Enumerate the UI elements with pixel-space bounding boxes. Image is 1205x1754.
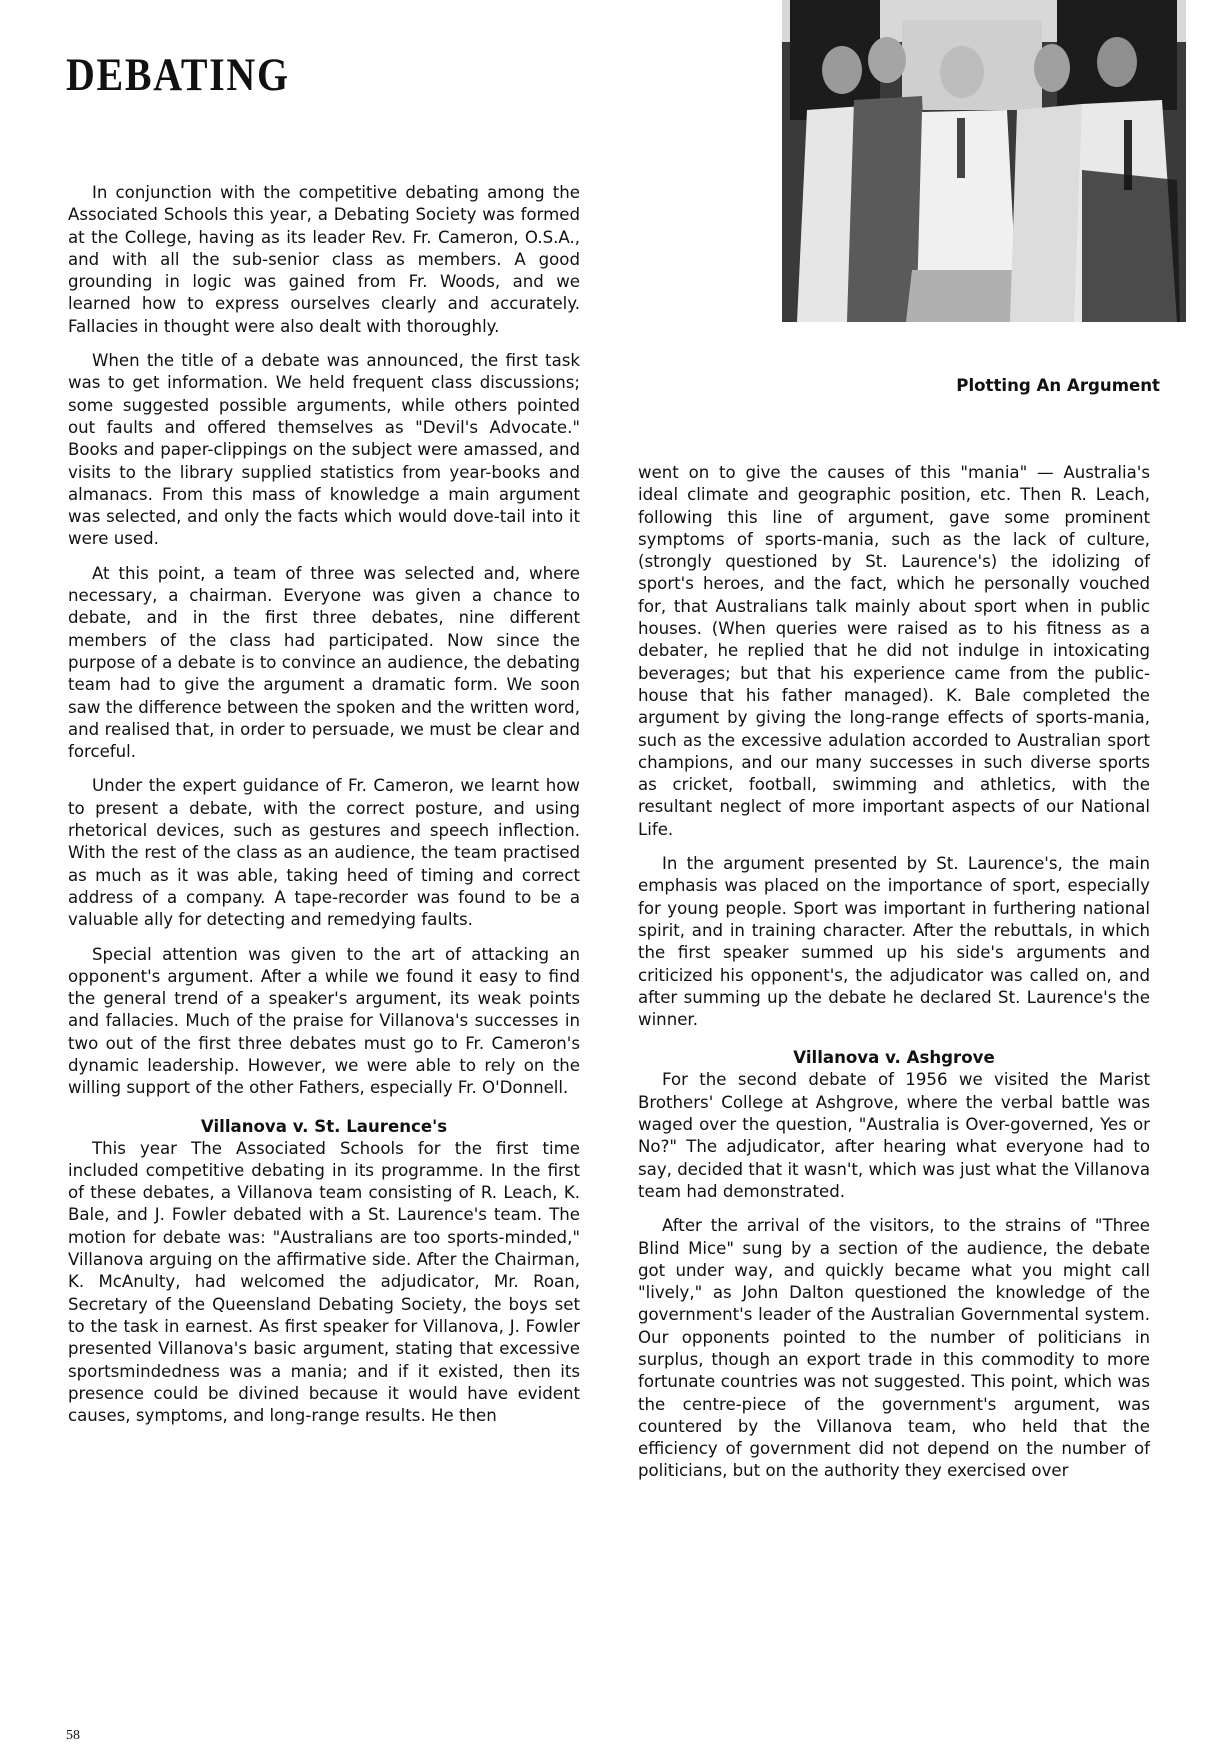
paragraph: At this point, a team of three was selected and, where necessary, a chairman. Everyone was given a chance to debate, and in the first three debates, nine different members of the class had participated. Now since the purpose of a debate is to convince an audience, the debating team had to give the argument a dramatic form. We soon saw the difference between the spoken and the written word, and realised that, in order to persuade, we must be clear and forceful. [68, 563, 580, 762]
photo-illustration [782, 0, 1186, 322]
page-title: DEBATING [66, 49, 290, 101]
paragraph: After the arrival of the visitors, to the strains of "Three Blind Mice" sung by a section of the audience, the debate got under way, and quickly became what you might call "lively," as John Dalton questioned the knowledge of the government's leader of the Australian Governmental system. Our opponents pointed to the number of politicians in surplus, though an export trade in this commodity to more fortunate countries was not suggested. This point, which was the centre-piece of the government's argument, was countered by the Villanova team, who held that the efficiency of government did not depend on the number of politicians, but on the authority they exercised over [638, 1216, 1150, 1481]
paragraph: Special attention was given to the art of attacking an opponent's argument. After a while we found it easy to find the general trend of a speaker's argument, its weak points and fallacies. Much of the praise for Villanova's successes in two out of the first three debates must go to Fr. Cameron's dynamic leadership. However, we were able to rely on the willing support of the other Fathers, especially Fr. O'Donnell. [68, 944, 580, 1098]
paragraph: This year The Associated Schools for the first time included competitive debating in its programme. In the first of these debates, a Villanova team consisting of R. Leach, K. Bale, and J. Fowler debated with a St. Laurence's team. The motion for debate was: "Australians are too sports-minded," Villanova arguing on the affirmative side. After the Chairman, K. McAnulty, had welcomed the adjudicator, Mr. Roan, Secretary of the Queensland Debating Society, the boys set to the task in earnest. As first speaker for Villanova, J. Fowler presented Villanova's basic argument, stating that excessive sportsmindedness was a mania; and if it existed, then its presence could be divined because it would have evident causes, symptoms, and long-range results. He then [68, 1138, 580, 1426]
page-number: 58 [66, 1728, 80, 1743]
paragraph: When the title of a debate was announced, the first task was to get information. We held frequent class discussions; some suggested possible arguments, while others pointed out faults and offered themselves as "Devil's Advocate." Books and paper-clippings on the subject were amassed, and visits to the library supplied statistics from year-books and almanacs. From this mass of knowledge a main argument was selected, and only the facts which would dove-tail into it were used. [68, 351, 580, 549]
paragraph: Under the expert guidance of Fr. Cameron, we learnt how to present a debate, with the correct posture, and using rhetorical devices, such as gestures and speech inflection. With the rest of the class as an audience, the team practised as much as it was able, taking heed of timing and correct address of a company. A tape-recorder was found to be a valuable ally for detecting and remedying faults. [68, 776, 580, 930]
paragraph: In the argument presented by St. Laurence's, the main emphasis was placed on the importance of sport, especially for young people. Sport was important in furthering national spirit, and in training character. After the rebuttals, in which the first speaker summed up his side's arguments and criticized his opponent's, the adjudicator was called on, and after summing up the debate he declared St. Laurence's the winner. [638, 854, 1150, 1030]
paragraph: went on to give the causes of this "mania" — Australia's ideal climate and geographic position, etc. Then R. Leach, following this line of argument, gave some prominent symptoms of sports-mania, such as the lack of culture, (strongly questioned by St. Laurence's) the idolizing of sport's heroes, and the fact, which he personally vouched for, that Australians talk mainly about sport when in public houses. (When queries were raised as to his fitness as a debater, he replied that he did not indulge in intoxicating beverages; but that his experience came from the public-house that his father managed). K. Bale completed the argument by giving the long-range effects of sports-mania, such as the excessive adulation accorded to Australian sport champions, and our many successes in such diverse sports as cricket, football, swimming and athletics, with the resultant neglect of more important aspects of our National Life. [638, 463, 1150, 839]
photo-caption: Plotting An Argument [956, 376, 1160, 395]
left-column [68, 182, 580, 1427]
right-column [638, 462, 1150, 1483]
paragraph: For the second debate of 1956 we visited the Marist Brothers' College at Ashgrove, where the verbal battle was waged over the question, "Australia is Over-governed, Yes or No?" The adjudicator, after hearing what everyone had to say, decided that it wasn't, which was just what the Villanova team had demonstrated. [638, 1070, 1150, 1201]
photo [782, 0, 1186, 322]
section-heading-st-laurences: Villanova v. St. Laurence's [200, 1116, 448, 1136]
paragraph: In conjunction with the competitive debating among the Associated Schools this year, a Debating Society was formed at the College, having as its leader Rev. Fr. Cameron, O.S.A., and with all the sub-senior class as members. A good grounding in logic was gained from Fr. Woods, and we learned how to express ourselves clearly and accurately. Fallacies in thought were also dealt with thoroughly. [68, 183, 580, 336]
section-heading-ashgrove: Villanova v. Ashgrove [793, 1048, 995, 1068]
